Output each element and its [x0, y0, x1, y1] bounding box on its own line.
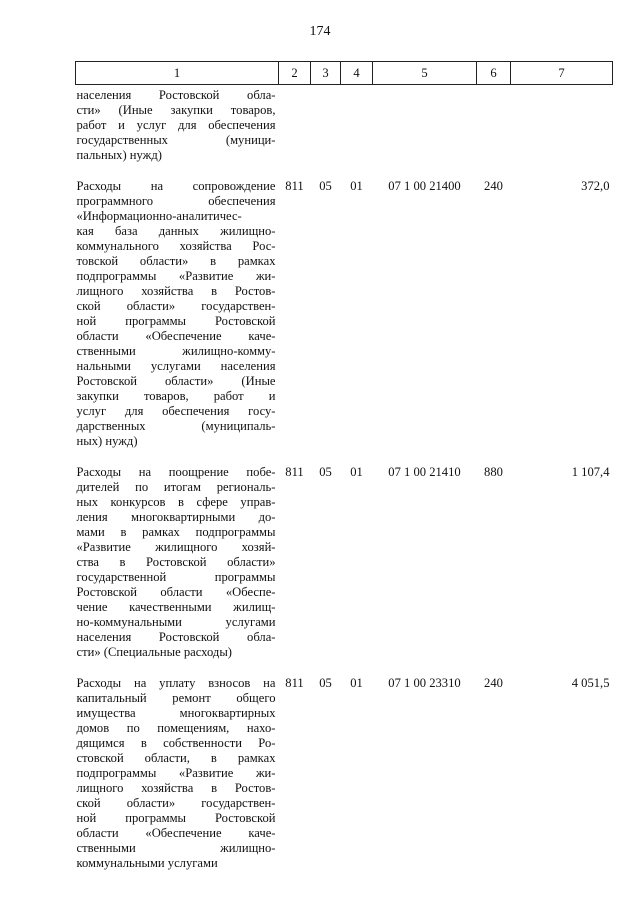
expense-description — [76, 465, 279, 660]
amount: 372,0 — [581, 179, 610, 193]
column-header: 4 — [341, 62, 373, 85]
section-code: 05 — [319, 676, 332, 690]
description-line: ных) нужд) — [76, 434, 138, 448]
amount — [511, 85, 613, 164]
expense-type: 240 — [484, 676, 503, 690]
description-line: нальными услугами населения — [76, 359, 276, 373]
description-line: дителей по итогам региональ- — [76, 480, 276, 494]
description-line: но-коммунальными услугами — [76, 615, 276, 629]
description-line: чение качественными жилищ- — [76, 600, 276, 614]
target-article: 07 1 00 21410 — [388, 465, 461, 479]
column-header: 7 — [511, 62, 613, 85]
description-line: ных конкурсов в сфере управ- — [76, 495, 276, 509]
table-header-row — [76, 62, 613, 85]
description-line: населения Ростовской обла- — [76, 88, 276, 102]
expense-description — [76, 676, 279, 871]
description-line: мами в рамках подпрограммы — [76, 525, 276, 539]
column-header: 6 — [477, 62, 511, 85]
description-line: ления многоквартирными до- — [76, 510, 276, 524]
description-line: коммунальными услугами — [76, 856, 218, 870]
description-line: Ростовской области «Обеспе- — [76, 585, 276, 599]
expense-type: 880 — [484, 465, 503, 479]
ministry-code: 811 — [285, 465, 304, 479]
description-line: подпрограммы «Развитие жи- — [76, 269, 276, 283]
subsection-code — [341, 85, 373, 164]
section-code — [311, 85, 341, 164]
description-line: государственной программы — [76, 570, 276, 584]
description-line: программного обеспечения — [76, 194, 276, 208]
description-line: Расходы на сопровождение — [76, 179, 276, 193]
description-line: ственными жилищно- — [76, 841, 276, 855]
column-header: 5 — [373, 62, 477, 85]
amount: 4 051,5 — [571, 676, 610, 690]
description-line: Расходы на поощрение побе- — [76, 465, 276, 479]
description-line: закупки товаров, работ и — [76, 389, 276, 403]
description-line: дящимся в собственности Ро- — [76, 736, 276, 750]
description-line: ной программы Ростовской — [76, 811, 276, 825]
description-line: имущества многоквартирных — [76, 706, 276, 720]
page-number: 174 — [309, 24, 331, 39]
description-line: сти» (Специальные расходы) — [76, 645, 232, 659]
row-spacer — [76, 449, 613, 465]
ministry-code — [279, 85, 311, 164]
description-line: лищного хозяйства в Ростов- — [76, 284, 276, 298]
description-line: сти» (Иные закупки товаров, — [76, 103, 276, 117]
expense-type — [477, 85, 511, 164]
column-header: 3 — [311, 62, 341, 85]
table-row — [76, 676, 613, 871]
description-line: капитальный ремонт общего — [76, 691, 276, 705]
section-code: 05 — [319, 179, 332, 193]
description-line: работ и услуг для обеспечения — [76, 118, 276, 132]
description-line: товской области» в рамках — [76, 254, 276, 268]
description-line: домов по помещениям, нахо- — [76, 721, 276, 735]
description-line: ства в Ростовской области» — [76, 555, 276, 569]
expense-description — [76, 85, 279, 164]
ministry-code: 811 — [285, 179, 304, 193]
description-line: «Информационно-аналитичес- — [76, 209, 242, 223]
subsection-code: 01 — [350, 465, 363, 479]
description-line: кая база данных жилищно- — [76, 224, 276, 238]
description-line: государственных (муници- — [76, 133, 276, 147]
column-header: 2 — [279, 62, 311, 85]
section-code: 05 — [319, 465, 332, 479]
target-article — [373, 85, 477, 164]
description-line: области «Обеспечение каче- — [76, 826, 276, 840]
description-line: стовской области, в рамках — [76, 751, 276, 765]
column-header: 1 — [76, 62, 279, 85]
expense-type: 240 — [484, 179, 503, 193]
table-row — [76, 465, 613, 660]
ministry-code: 811 — [285, 676, 304, 690]
row-spacer — [76, 163, 613, 179]
description-line: ской области» государствен- — [76, 299, 276, 313]
subsection-code: 01 — [350, 179, 363, 193]
description-line: ной программы Ростовской — [76, 314, 276, 328]
description-line: пальных) нужд) — [76, 148, 162, 162]
table-row — [76, 85, 613, 164]
subsection-code: 01 — [350, 676, 363, 690]
amount: 1 107,4 — [571, 465, 610, 479]
description-line: Расходы на уплату взносов на — [76, 676, 276, 690]
description-line: подпрограммы «Развитие жи- — [76, 766, 276, 780]
description-line: услуг для обеспечения госу- — [76, 404, 276, 418]
description-line: ской области» государствен- — [76, 796, 276, 810]
budget-table — [75, 61, 613, 871]
target-article: 07 1 00 21400 — [388, 179, 461, 193]
expense-description — [76, 179, 279, 449]
row-spacer — [76, 660, 613, 676]
description-line: населения Ростовской обла- — [76, 630, 276, 644]
table-row — [76, 179, 613, 449]
description-line: лищного хозяйства в Ростов- — [76, 781, 276, 795]
target-article: 07 1 00 23310 — [388, 676, 461, 690]
description-line: Ростовской области» (Иные — [76, 374, 276, 388]
description-line: «Развитие жилищного хозяй- — [76, 540, 276, 554]
description-line: ственными жилищно-комму- — [76, 344, 276, 358]
description-line: дарственных (муниципаль- — [76, 419, 276, 433]
description-line: области «Обеспечение каче- — [76, 329, 276, 343]
description-line: коммунального хозяйства Рос- — [76, 239, 276, 253]
